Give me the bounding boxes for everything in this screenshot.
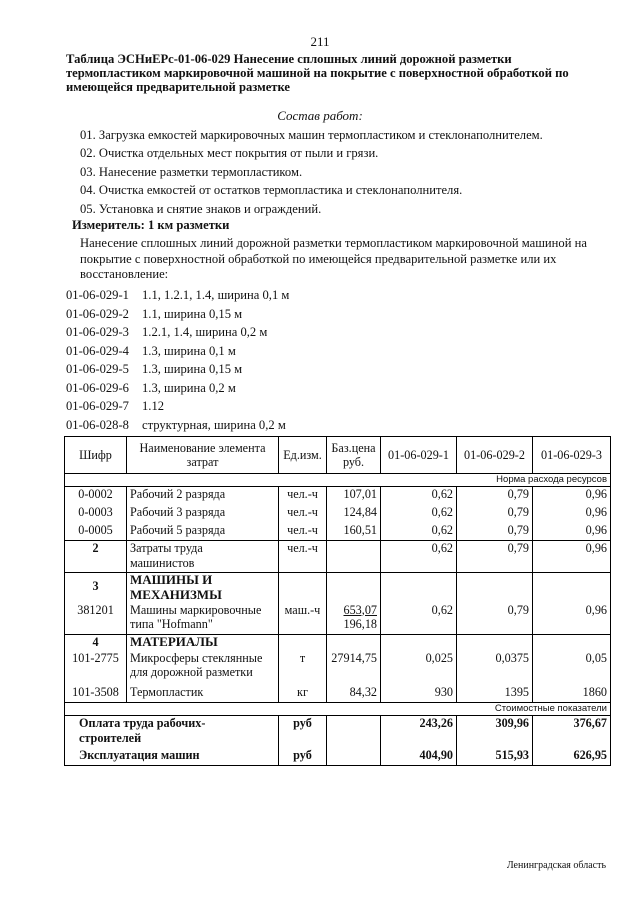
cell-value: 0,025: [381, 651, 457, 685]
cost-caption: Стоимостные показатели: [65, 703, 611, 716]
cell-value: 243,26: [381, 716, 457, 748]
cell-value: 0,62: [381, 487, 457, 505]
name-line: Оплата труда рабочих-: [79, 716, 206, 730]
code-item: [66, 342, 289, 361]
code-text: 1.2.1, 1.4, ширина 0,2 м: [142, 325, 268, 339]
cell-value: 0,79: [457, 523, 533, 541]
name-line: типа "Hofmann": [130, 617, 213, 631]
norm-caption-row: [65, 474, 611, 487]
work-step: 04. Очистка емкостей от остатков термопластика и стеклонаполнителя.: [80, 183, 463, 198]
cell-value: 0,62: [381, 523, 457, 541]
total-row: [65, 716, 611, 748]
header-cell: Ед.изм.: [279, 437, 327, 474]
composition-heading: Состав работ:: [277, 108, 363, 123]
cell-unit: т: [279, 651, 327, 685]
cell-price: [327, 573, 381, 603]
cell-name: Рабочий 3 разряда: [127, 505, 279, 523]
cell-code: 101-2775: [65, 651, 127, 685]
cell-value: 0,96: [533, 541, 611, 573]
price-line: 196,18: [343, 617, 377, 631]
cell-code: 0-0005: [65, 523, 127, 541]
table-row: [65, 487, 611, 505]
cell-value: 1860: [533, 685, 611, 703]
cell-price: 84,32: [327, 685, 381, 703]
cell-value: [533, 635, 611, 651]
cell-unit: кг: [279, 685, 327, 703]
cell-code: 0-0002: [65, 487, 127, 505]
code: 01-06-029-3: [66, 325, 129, 339]
price-line: 653,07: [343, 602, 377, 617]
table-row: [65, 541, 611, 573]
cell-value: 1395: [457, 685, 533, 703]
cell-unit: маш.-ч: [279, 603, 327, 635]
work-steps-list: [80, 126, 543, 218]
cell-price: [327, 748, 381, 766]
codes-list: [66, 286, 289, 434]
total-name: [65, 716, 279, 748]
cell-value: [381, 635, 457, 651]
cell-unit: чел.-ч: [279, 541, 327, 573]
cell-unit: чел.-ч: [279, 523, 327, 541]
table-row: [65, 573, 611, 603]
name-line: для дорожной разметки: [130, 665, 253, 679]
cell-value: 0,79: [457, 541, 533, 573]
cell-value: 0,79: [457, 603, 533, 635]
cell-value: 0,96: [533, 505, 611, 523]
cell-code: 2: [65, 541, 127, 573]
code-item: [66, 360, 289, 379]
cell-value: 930: [381, 685, 457, 703]
code: 01-06-029-2: [66, 306, 129, 321]
name-line: МЕХАНИЗМЫ: [130, 586, 222, 602]
cell-name: Рабочий 5 разряда: [127, 523, 279, 541]
cell-value: [457, 635, 533, 651]
code-text: структурная, ширина 0,2 м: [142, 417, 286, 432]
work-step: 03. Нанесение разметки термопластиком.: [80, 164, 303, 179]
cell-price: [327, 716, 381, 748]
resources-table: [64, 436, 611, 766]
cell-price: 160,51: [327, 523, 381, 541]
cell-value: 0,62: [381, 603, 457, 635]
cell-value: 0,79: [457, 505, 533, 523]
code: 01-06-029-6: [66, 380, 129, 395]
total-name: Эксплуатация машин: [65, 748, 279, 766]
code-text: 1.12: [142, 399, 165, 413]
section-title: МАТЕРИАЛЫ: [127, 635, 279, 651]
table-row: [65, 635, 611, 651]
name-line: МАШИНЫ И: [130, 572, 213, 587]
name-line: Микросферы стеклянные: [130, 650, 263, 665]
meter-label: Измеритель: 1 км разметки: [72, 218, 230, 232]
code: 01-06-028-8: [66, 417, 129, 432]
header-cell: Баз.цена руб.: [327, 437, 381, 474]
code-item: [66, 379, 289, 398]
table-row: [65, 603, 611, 635]
cell-name: [127, 603, 279, 635]
total-row: [65, 748, 611, 766]
code-text: 1.1, ширина 0,15 м: [142, 306, 243, 321]
header-cell: 01-06-029-3: [533, 437, 611, 474]
cell-code: 0-0003: [65, 505, 127, 523]
section-title: [127, 573, 279, 603]
cell-unit: [279, 635, 327, 651]
work-step: 05. Установка и снятие знаков и ограждений.: [80, 201, 322, 216]
name-line: Затраты труда: [130, 541, 203, 555]
cell-code: 101-3508: [65, 685, 127, 703]
cell-value: 0,05: [533, 651, 611, 685]
page-number: 211: [310, 34, 330, 49]
header-cell: Наименование элемента затрат: [127, 437, 279, 474]
work-step: 01. Загрузка емкостей маркировочных машин термопластиком и стеклонаполнителем.: [80, 128, 543, 142]
cell-unit: чел.-ч: [279, 487, 327, 505]
cell-price: [327, 635, 381, 651]
cell-value: 0,96: [533, 487, 611, 505]
cell-code: 381201: [65, 603, 127, 635]
code-text: 1.1, 1.2.1, 1.4, ширина 0,1 м: [142, 288, 290, 302]
cell-price: [327, 603, 381, 635]
header-cell: Шифр: [65, 437, 127, 474]
code-item: [66, 416, 289, 435]
header-cell: 01-06-029-2: [457, 437, 533, 474]
table-header-row: [65, 437, 611, 474]
cell-name: [127, 651, 279, 685]
cell-value: 0,79: [457, 487, 533, 505]
name-line: Машины маркировочные: [130, 602, 262, 617]
cell-name: [127, 541, 279, 573]
code-text: 1.3, ширина 0,2 м: [142, 380, 236, 395]
cell-price: 124,84: [327, 505, 381, 523]
cell-code: 4: [65, 635, 127, 651]
cell-value: 0,0375: [457, 651, 533, 685]
description: Нанесение сплошных линий дорожной разметки термопластиком маркировочной машиной на покрытие с поверхностной обработкой по имеющейся предварительной разметке или их восстановление:: [80, 236, 587, 281]
code-item: [66, 286, 289, 305]
code: 01-06-029-4: [66, 343, 129, 358]
code: 01-06-029-7: [66, 399, 129, 413]
cell-unit: [279, 573, 327, 603]
cell-value: 0,62: [381, 505, 457, 523]
cell-code: 3: [65, 573, 127, 603]
code: 01-06-029-1: [66, 288, 129, 302]
cell-price: 27914,75: [327, 651, 381, 685]
cell-unit: чел.-ч: [279, 505, 327, 523]
cell-price: [327, 541, 381, 573]
cell-value: 0,62: [381, 541, 457, 573]
code-text: 1.3, ширина 0,15 м: [142, 362, 243, 376]
cell-value: 376,67: [533, 716, 611, 748]
footer-region: Ленинградская область: [506, 860, 606, 871]
table-row: [65, 685, 611, 703]
cell-value: 309,96: [457, 716, 533, 748]
cell-value: [533, 573, 611, 603]
name-line: строителей: [79, 730, 142, 745]
table-row: [65, 651, 611, 685]
cell-unit: руб: [279, 716, 327, 748]
name-line: машинистов: [130, 555, 195, 570]
code-item: [66, 323, 289, 342]
cell-value: 626,95: [533, 748, 611, 766]
work-step: 02. Очистка отдельных мест покрытия от пыли и грязи.: [80, 146, 379, 161]
cell-value: [381, 573, 457, 603]
code: 01-06-029-5: [66, 362, 129, 376]
cell-value: [457, 573, 533, 603]
cell-unit: руб: [279, 748, 327, 766]
cell-value: 0,96: [533, 523, 611, 541]
table-row: [65, 505, 611, 523]
header-cell: 01-06-029-1: [381, 437, 457, 474]
cell-value: 0,96: [533, 603, 611, 635]
code-text: 1.3, ширина 0,1 м: [142, 343, 236, 358]
cell-value: 404,90: [381, 748, 457, 766]
table-title: Таблица ЭСНиЕРс-01-06-029 Нанесение сплошных линий дорожной разметки термопластиком маркировочной машиной на покрытие с поверхностной обработкой по имеющейся предварительной разметке: [66, 52, 569, 94]
code-item: [66, 305, 289, 324]
code-item: [66, 397, 289, 416]
table-row: [65, 523, 611, 541]
cell-price: 107,01: [327, 487, 381, 505]
cost-caption-row: [65, 703, 611, 716]
cell-value: 515,93: [457, 748, 533, 766]
cell-name: Рабочий 2 разряда: [127, 487, 279, 505]
cell-name: Термопластик: [127, 685, 279, 703]
norm-caption: Норма расхода ресурсов: [65, 474, 611, 487]
